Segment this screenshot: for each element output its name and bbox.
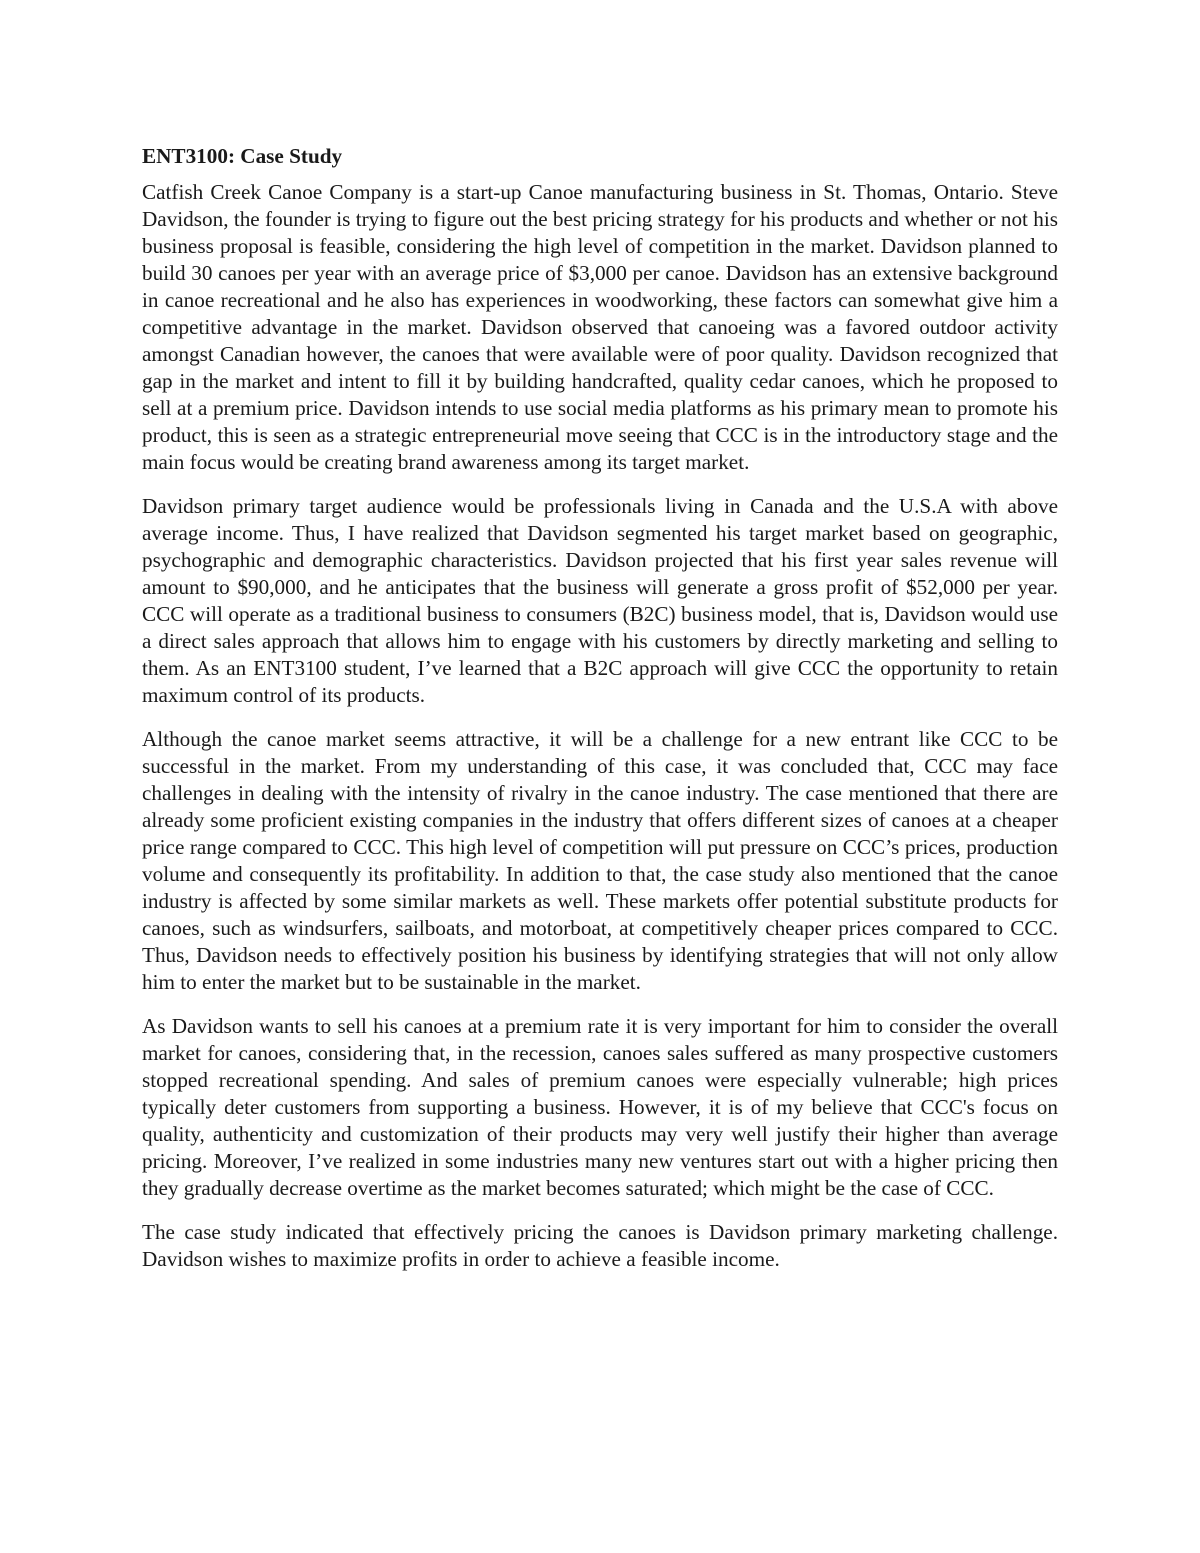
document-title: ENT3100: Case Study xyxy=(142,144,343,168)
document-body xyxy=(142,143,1058,1273)
paragraph-premium-pricing: As Davidson wants to sell his canoes at a premium rate it is very important for him to consider the overall market for canoes, considering that, in the recession, canoes sales suffered as many prospective customers stopped recreational spending. And sales of premium canoes were especially vulnerable; high prices typically deter customers from supporting a business. However, it is of my believe that CCC's focus on quality, authenticity and customization of their products may very well justify their higher than average pricing. Moreover, I’ve realized in some industries many new ventures start out with a higher pricing then they gradually decrease overtime as the market becomes saturated; which might be the case of CCC. xyxy=(142,1014,1058,1200)
paragraph-target-audience: Davidson primary target audience would be professionals living in Canada and the U.S.A with above average income. Thus, I have realized that Davidson segmented his target market based on geographic, psychographic and demographic characteristics. Davidson projected that his first year sales revenue will amount to $90,000, and he anticipates that the business will generate a gross profit of $52,000 per year. CCC will operate as a traditional business to consumers (B2C) business model, that is, Davidson would use a direct sales approach that allows him to engage with his customers by directly marketing and selling to them. As an ENT3100 student, I’ve learned that a B2C approach will give CCC the opportunity to retain maximum control of its products. xyxy=(142,494,1058,707)
paragraph-pricing-challenge: The case study indicated that effectively pricing the canoes is Davidson primary marketing challenge. Davidson wishes to maximize profits in order to achieve a feasible income. xyxy=(142,1220,1058,1271)
paragraph-competition: Although the canoe market seems attractive, it will be a challenge for a new entrant like CCC to be successful in the market. From my understanding of this case, it was concluded that, CCC may face challenges in dealing with the intensity of rivalry in the canoe industry. The case mentioned that there are already some proficient existing companies in the industry that offers different sizes of canoes at a cheaper price range compared to CCC. This high level of competition will put pressure on CCC’s prices, production volume and consequently its profitability. In addition to that, the case study also mentioned that the canoe industry is affected by some similar markets as well. These markets offer potential substitute products for canoes, such as windsurfers, sailboats, and motorboat, at competitively cheaper prices compared to CCC. Thus, Davidson needs to effectively position his business by identifying strategies that will not only allow him to enter the market but to be sustainable in the market. xyxy=(142,727,1058,994)
paragraph-intro: Catfish Creek Canoe Company is a start-up Canoe manufacturing business in St. Thomas, Ontario. Steve Davidson, the founder is trying to figure out the best pricing strategy for his products and whether or not his business proposal is feasible, considering the high level of competition in the market. Davidson planned to build 30 canoes per year with an average price of $3,000 per canoe. Davidson has an extensive background in canoe recreational and he also has experiences in woodworking, these factors can somewhat give him a competitive advantage in the market. Davidson observed that canoeing was a favored outdoor activity amongst Canadian however, the canoes that were available were of poor quality. Davidson recognized that gap in the market and intent to fill it by building handcrafted, quality cedar canoes, which he proposed to sell at a premium price. Davidson intends to use social media platforms as his primary mean to promote his product, this is seen as a strategic entrepreneurial move seeing that CCC is in the introductory stage and the main focus would be creating brand awareness among its target market. xyxy=(142,180,1058,474)
